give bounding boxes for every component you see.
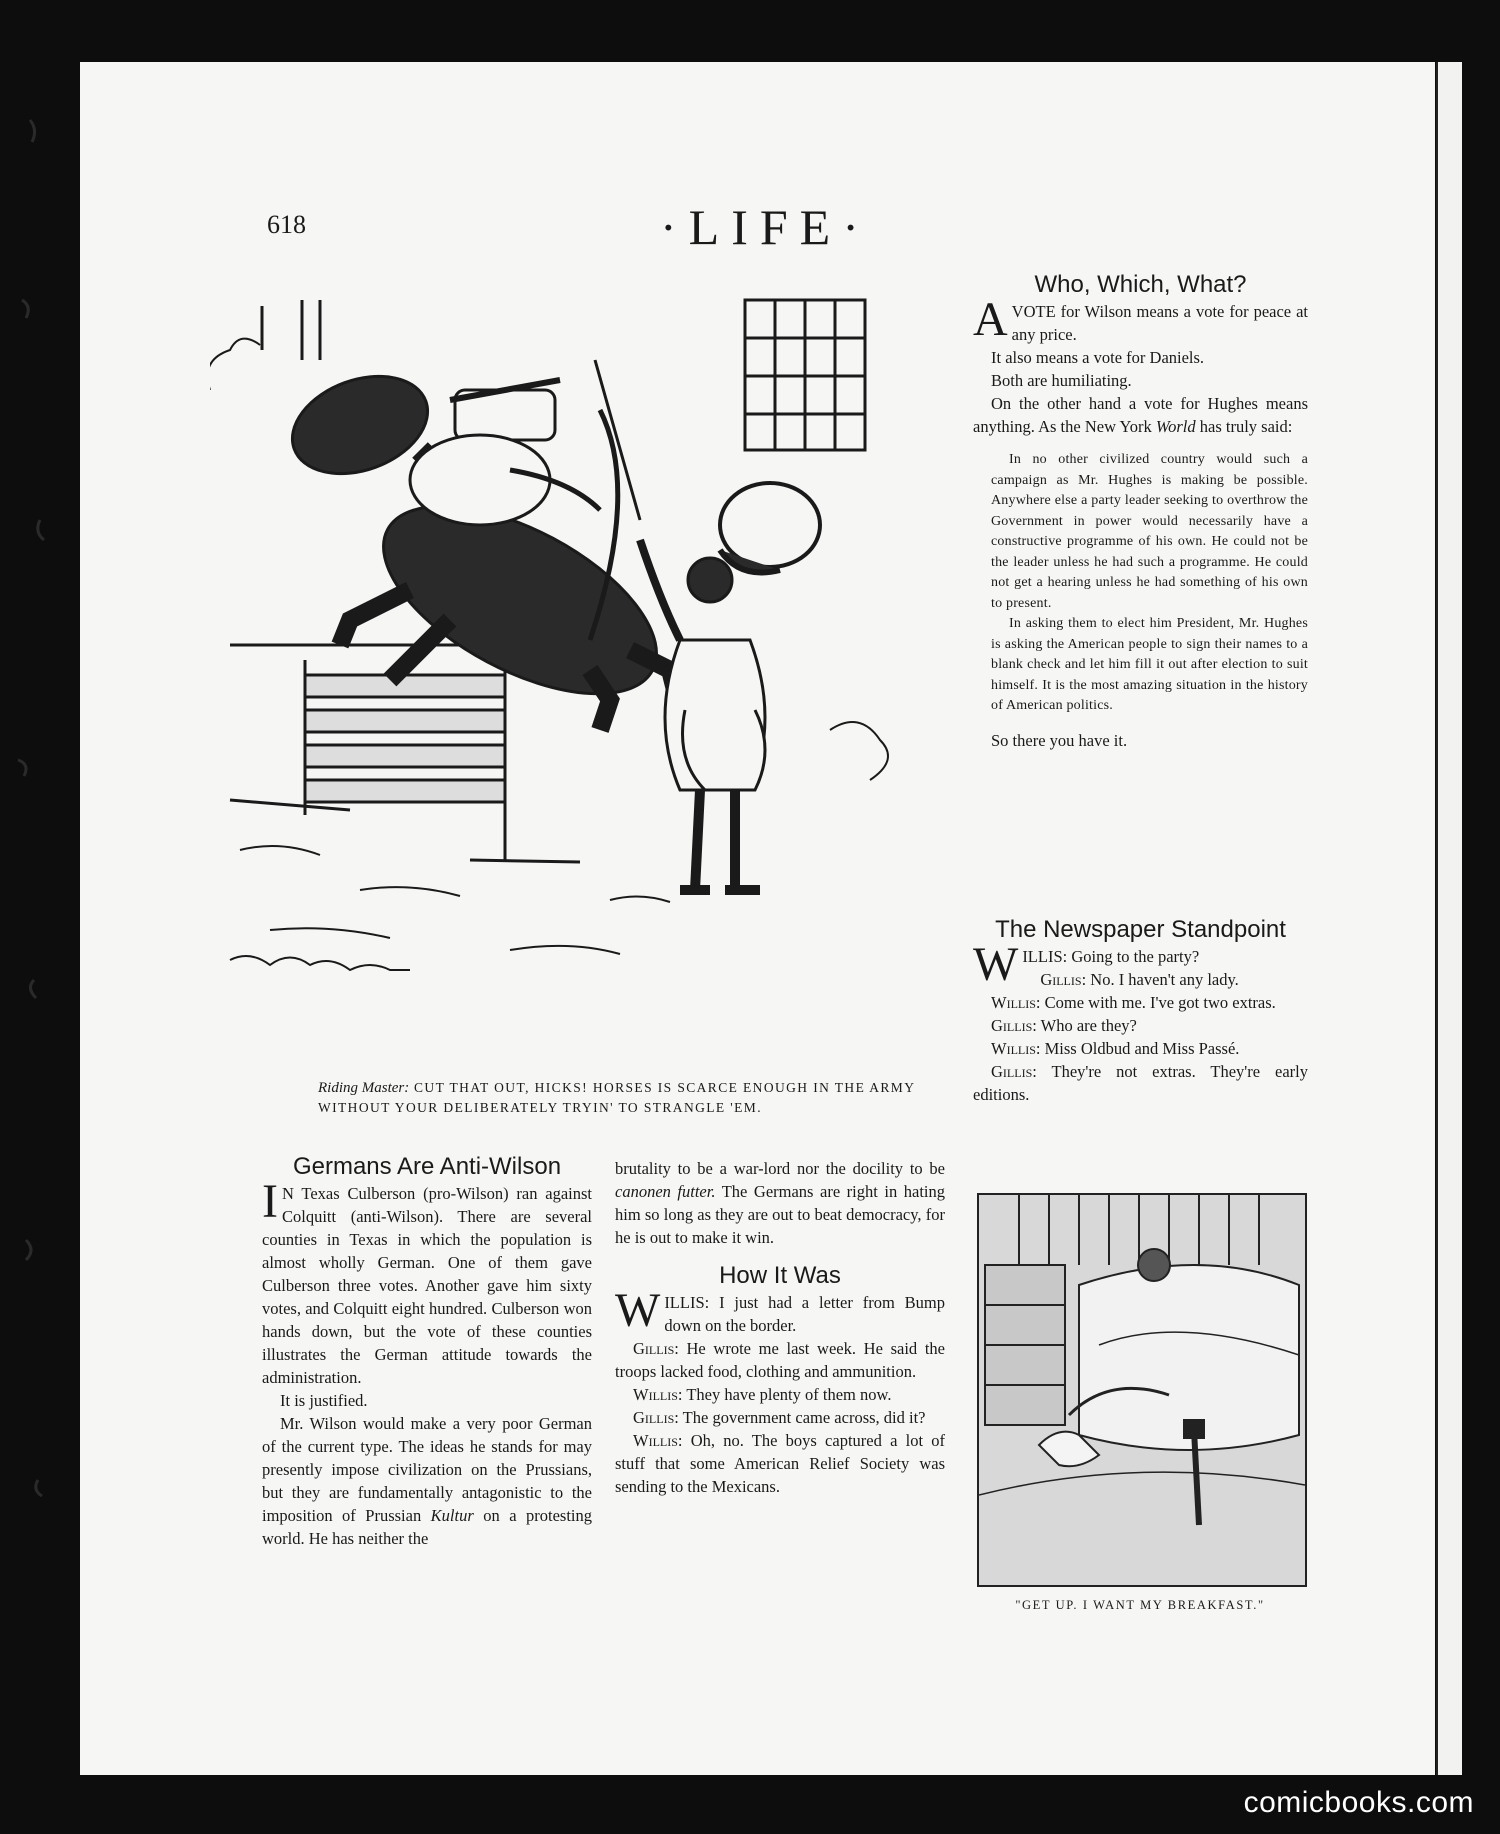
next-page-edge: [1436, 62, 1462, 1775]
article-heading: How It Was: [719, 1262, 841, 1289]
germans-anti-wilson-article: Germans Are Anti-Wilson I N Texas Culberson (pro-Wilson) ran against Colquitt (anti-Wilson). There are several counties in Texas in which the population is almost wholly German. One of them gave Culberson three votes. Another gave him sixty votes, and Colquitt eight hundred. Culberson won hands down, but the vote of these counties illustrates the German attitude towards the administration. It is justified. Mr. Wilson would make a very poor German of the current type. The ideas he stands for may presently impose civilization on the Prussians, but they are fundamentally antagonistic to the imposition of Prussian Kultur on a protesting world. He has neither the: [262, 1153, 592, 1548]
paragraph: On the other hand a vote for Hughes means anything. As the New York World has truly said:: [973, 394, 1308, 436]
paragraph: It is justified.: [280, 1391, 368, 1410]
caption-text: CUT THAT OUT, HICKS! HORSES IS SCARCE ENOUGH IN THE ARMY WITHOUT YOUR DELIBERATELY TRYIN' TO STRANGLE 'EM.: [318, 1080, 915, 1115]
breakfast-cartoon: [977, 1193, 1307, 1587]
paragraph: Mr. Wilson would make a very poor German of the current type. The ideas he stands for may presently impose civilization on the Prussians, but they are fundamentally antagonistic to the imposition of Prussian Kultur on a protesting world. He has neither the: [262, 1414, 592, 1548]
paragraph: brutality to be a war-lord nor the docility to be canonen futter. The Germans are right in hating him so long as they are out to beat democracy, for he is out to make it win.: [615, 1159, 945, 1247]
masthead-title: ·LIFE·: [660, 199, 871, 255]
who-which-what-article: [973, 270, 1308, 752]
paragraph: So there you have it.: [991, 730, 1128, 750]
watermark: comicbooks.com: [1243, 1786, 1474, 1819]
middle-column: brutality to be a war-lord nor the docility to be canonen futter. The Germans are right in hating him so long as they are out to beat democracy, for he is out to make it win. How It Was WILLIS: I just had a letter from Bump down on the border. Gillis: He wrote me last week. He said the troops lacked food, clothing and ammunition. Willis: They have plenty of them now. Gillis: The government came across, did it? Willis: Oh, no. The boys captured a lot of stuff that some American Relief Society was sending to the Mexicans.: [615, 1159, 945, 1496]
drop-cap: W: [973, 938, 1019, 991]
drop-cap: A: [973, 293, 1008, 346]
drop-cap: I: [262, 1175, 278, 1228]
paragraph: Both are humiliating.: [991, 371, 1132, 390]
article-heading: Who, Which, What?: [1034, 271, 1247, 298]
cartoon2-caption: "GET UP. I WANT MY BREAKFAST.": [1015, 1598, 1265, 1612]
block-quote: In no other civilized country would such a campaign as Mr. Hughes is making be possible. Anywhere else a party leader seeking to overthrow the Government in power would necessarily have a constructive programme of his own. He could not be the leader unless he had such a programme. He could not get a hearing unless he had something of his own to present. In asking them to elect him President, Mr. Hughes is asking the American people to sign their names to a blank check and let him fill it out after election to suit himself. It is the most amazing situation in the history of American politics.: [991, 452, 1308, 713]
paragraph: VOTE for Wilson means a vote for peace at any price.: [1011, 302, 1308, 344]
article-heading: Germans Are Anti-Wilson: [292, 1153, 562, 1180]
riding-master-cartoon: [210, 290, 950, 1060]
drop-cap: W: [615, 1284, 661, 1337]
caption-speaker: Riding Master:: [318, 1080, 410, 1096]
newspaper-standpoint-article: The Newspaper Standpoint WILLIS: Going to the party? Gillis: No. I haven't any lady. Willis: Come with me. I've got two extras. Gillis: Who are they? Willis: Miss Oldbud and Miss Passé. Gillis: They're not extras. They're early editions.: [973, 916, 1308, 1104]
page-number: 618: [267, 210, 306, 239]
cartoon1-caption: [318, 1078, 918, 1117]
paragraph: It also means a vote for Daniels.: [991, 348, 1205, 367]
article-heading: The Newspaper Standpoint: [995, 916, 1286, 943]
scan-margin-marks: [0, 0, 70, 1834]
